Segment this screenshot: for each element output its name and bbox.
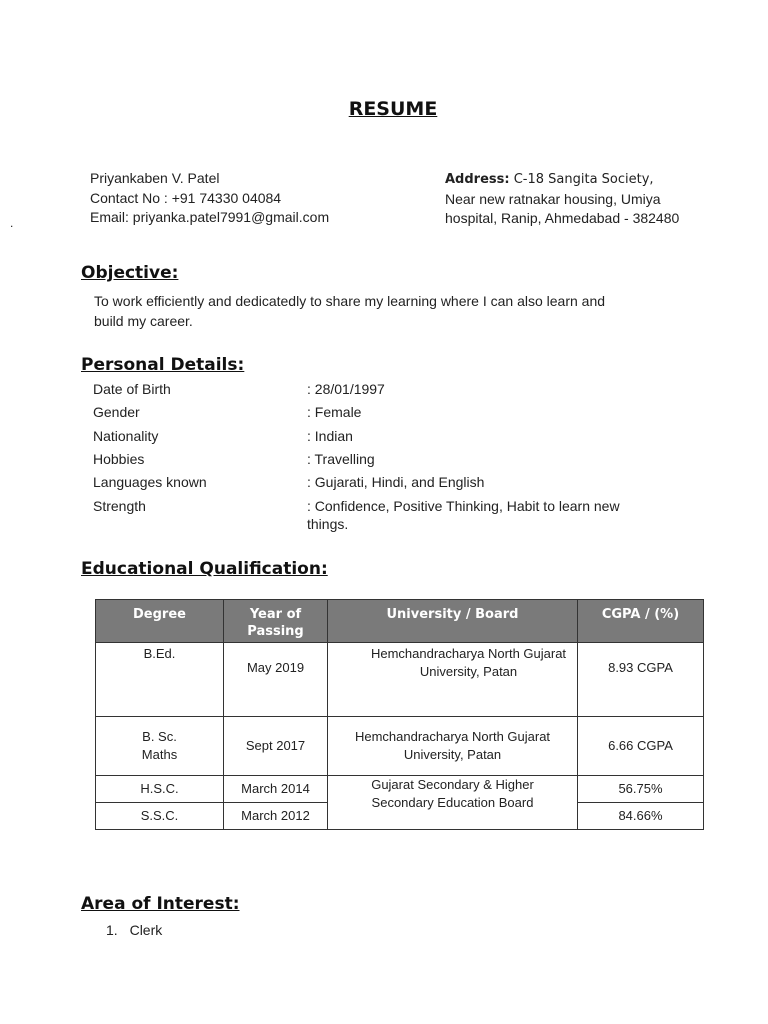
personal-details-heading: Personal Details:	[81, 355, 245, 375]
list-item-label: Clerk	[129, 922, 163, 938]
table-row	[96, 643, 704, 717]
address-line-1: C-18 Sangita Society,	[509, 172, 654, 187]
cell-board: Hemchandracharya North Gujarat University, Patan	[328, 643, 578, 717]
languages-label: Languages known	[93, 474, 207, 490]
education-table	[95, 599, 704, 830]
table-row	[96, 776, 704, 803]
objective-heading: Objective:	[81, 263, 179, 283]
cell-year: May 2019	[224, 643, 328, 717]
address-line-3: hospital, Ranip, Ahmedabad - 382480	[445, 210, 680, 226]
objective-line-2: build my career.	[94, 312, 193, 329]
col-header-degree: Degree	[96, 600, 224, 643]
dob-value: : 28/01/1997	[307, 381, 385, 397]
cell-year: Sept 2017	[224, 717, 328, 776]
strength-value-cont: things.	[307, 516, 349, 532]
address-line-2: Near new ratnakar housing, Umiya	[445, 190, 661, 207]
col-header-year: Year of Passing	[224, 600, 328, 643]
page-title: RESUME	[348, 98, 438, 120]
cell-degree: H.S.C.	[96, 776, 224, 803]
address-label: Address:	[445, 172, 510, 187]
cell-score: 56.75%	[578, 776, 704, 803]
strength-label: Strength	[93, 498, 146, 514]
stray-dot: .	[10, 216, 14, 230]
cell-year: March 2012	[224, 803, 328, 830]
list-item	[106, 921, 162, 941]
contact-phone: Contact No : +91 74330 04084	[90, 189, 282, 206]
cell-degree: S.S.C.	[96, 803, 224, 830]
contact-name: Priyankaben V. Patel	[90, 170, 220, 186]
contact-email: Email: priyanka.patel7991@gmail.com	[90, 209, 330, 225]
cell-score: 6.66 CGPA	[578, 717, 704, 776]
contact-block	[90, 169, 329, 228]
dob-label: Date of Birth	[93, 381, 171, 397]
objective-line-1: To work efficiently and dedicatedly to share my learning where I can also learn and	[94, 293, 606, 309]
cell-board: Hemchandracharya North Gujarat University, Patan	[328, 717, 578, 776]
hobbies-value: : Travelling	[307, 451, 375, 467]
list-item-number: 1.	[106, 922, 118, 938]
cell-score: 8.93 CGPA	[578, 643, 704, 717]
cell-degree: B. Sc. Maths	[96, 717, 224, 776]
education-heading: Educational Qualification:	[81, 559, 328, 579]
table-header-row	[96, 600, 704, 643]
cell-board: Gujarat Secondary & Higher Secondary Education Board	[328, 776, 578, 830]
interest-heading: Area of Interest:	[81, 894, 240, 914]
languages-value: : Gujarati, Hindi, and English	[307, 474, 485, 490]
objective-text	[94, 292, 605, 331]
hobbies-label: Hobbies	[93, 451, 145, 467]
col-header-board: University / Board	[328, 600, 578, 643]
cell-year: March 2014	[224, 776, 328, 803]
gender-label: Gender	[93, 404, 140, 420]
address-block	[445, 169, 679, 229]
strength-value: : Confidence, Positive Thinking, Habit to learn new	[307, 498, 620, 514]
gender-value: : Female	[307, 404, 362, 420]
nationality-value: : Indian	[307, 428, 353, 444]
table-row	[96, 717, 704, 776]
cell-degree: B.Ed.	[96, 643, 224, 717]
col-header-score: CGPA / (%)	[578, 600, 704, 643]
nationality-label: Nationality	[93, 428, 159, 444]
cell-score: 84.66%	[578, 803, 704, 830]
